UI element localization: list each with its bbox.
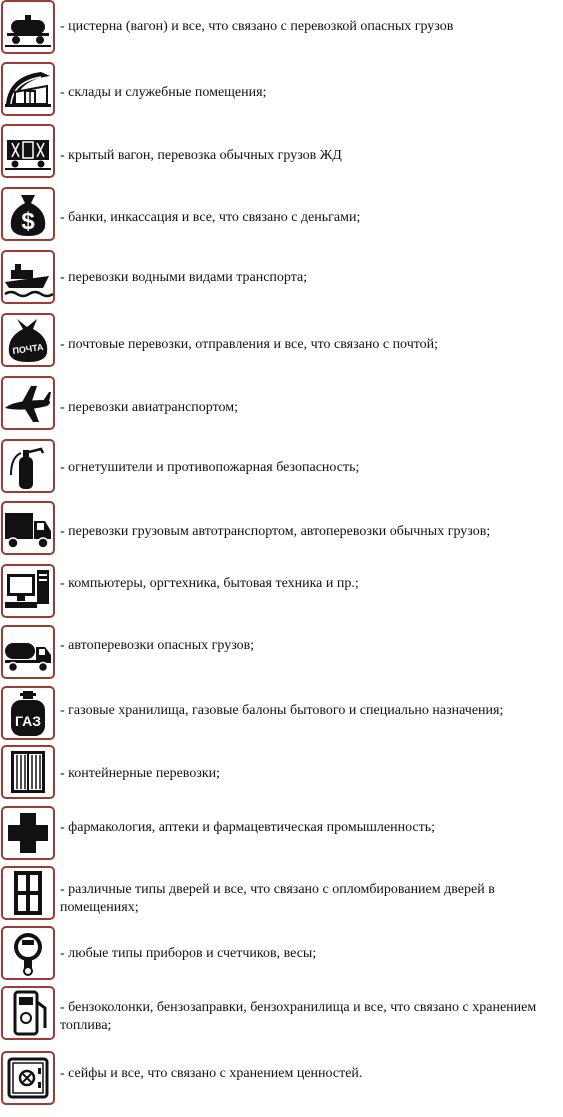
list-item-text: - крытый вагон, перевозка обычных грузов ЖД: [60, 148, 342, 163]
list-item-text: - бензоколонки, бензозаправки, бензохранилища и все, что связано с хранением топлива;: [60, 1000, 537, 1033]
ship-icon: [1, 250, 55, 304]
list-item-text: - цистерна (вагон) и все, что связано с перевозкой опасных грузов: [60, 19, 454, 34]
mail-bag-label: ПОЧТА: [11, 341, 45, 357]
list-item-text: - компьютеры, оргтехника, бытовая техника и пр.;: [60, 576, 359, 591]
list-item-text: - перевозки авиатранспортом;: [60, 400, 239, 415]
list-item-text: - сейфы и все, что связано с хранением ценностей.: [60, 1066, 363, 1081]
list-item-text: - перевозки грузовым автотранспортом, автоперевозки обычных грузов;: [60, 524, 491, 539]
door-icon: [1, 866, 55, 920]
meter-icon: [1, 926, 55, 980]
medical-cross-icon: [1, 806, 55, 860]
list-item-text: - фармакология, аптеки и фармацевтическая промышленность;: [60, 820, 436, 835]
covered-wagon-icon: [1, 124, 55, 178]
list-item-text: - различные типы дверей и все, что связано с опломбированием дверей в помещениях;: [60, 882, 495, 915]
list-item-text: - банки, инкассация и все, что связано с деньгами;: [60, 210, 361, 225]
tank-truck-icon: [1, 625, 55, 679]
computer-icon: [1, 564, 55, 618]
list-item-text: - любые типы приборов и счетчиков, весы;: [60, 946, 317, 961]
safe-icon: [1, 1051, 55, 1105]
money-bag-icon: [1, 187, 55, 241]
gas-cylinder-icon: [1, 686, 55, 740]
airplane-icon: [1, 376, 55, 430]
list-item-text: - огнетушители и противопожарная безопасность;: [60, 460, 360, 475]
mail-bag-icon: [1, 313, 55, 367]
list-item-text: - контейнерные перевозки;: [60, 766, 221, 781]
list-item-text: - автоперевозки опасных грузов;: [60, 638, 255, 653]
fire-extinguisher-icon: [1, 439, 55, 493]
list-item-text: - газовые хранилища, газовые балоны бытового и специально назначения;: [60, 703, 504, 718]
list-item-text: - склады и служебные помещения;: [60, 85, 267, 100]
container-icon: [1, 745, 55, 799]
list-item-text: - перевозки водными видами транспорта;: [60, 270, 308, 285]
truck-icon: [1, 501, 55, 555]
svg-text:$: $: [21, 208, 35, 235]
tank-wagon-icon: [1, 0, 55, 54]
list-item-text: - почтовые перевозки, отправления и все, что связано с почтой;: [60, 337, 439, 352]
gas-cylinder-label: ГАЗ: [15, 713, 41, 729]
warehouse-icon: [1, 62, 55, 116]
fuel-pump-icon: [1, 986, 55, 1040]
